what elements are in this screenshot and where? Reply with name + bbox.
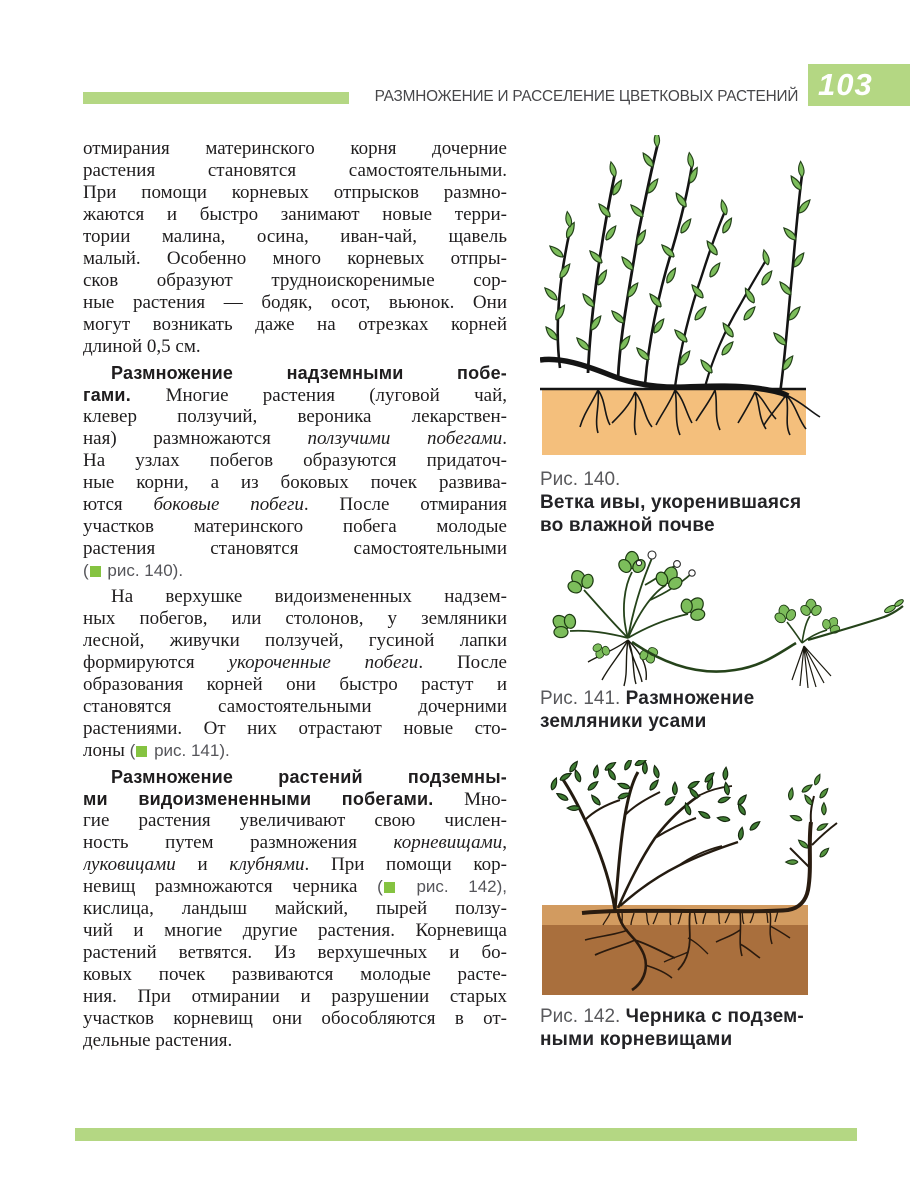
text-run: лесной, живучки ползучей, гусиной лапки: [83, 630, 507, 651]
text-run: образования корней они быстро растут и: [83, 674, 507, 695]
text-line: [83, 876, 507, 898]
text-run: Рис. 141.: [540, 688, 626, 709]
paragraph: [83, 362, 507, 582]
text-line: [83, 1030, 507, 1052]
text-run: . При помощи кор-: [304, 854, 507, 875]
text-line: [83, 160, 507, 182]
text-line: [83, 182, 507, 204]
text-run: во влажной почве: [540, 515, 715, 536]
text-line: [83, 942, 507, 964]
text-run: кислица, ландыш майский, пырей ползу-: [83, 898, 507, 919]
text-run: длиной 0,5 см.: [83, 336, 201, 357]
text-run: ность путем размножения: [83, 832, 394, 853]
text-line: [540, 514, 801, 537]
figure-reference: рис. 140).: [102, 561, 184, 580]
text-line: [540, 491, 801, 514]
text-run: . После: [418, 652, 507, 673]
figure-reference: (: [377, 877, 383, 896]
fig-140-illustration-willow-branch: [540, 135, 905, 457]
text-line: [83, 652, 507, 674]
text-line: [83, 314, 507, 336]
text-run: дельные растения.: [83, 1030, 233, 1051]
text-run: корневищами: [393, 832, 503, 853]
text-line: [540, 1005, 804, 1028]
text-line: [83, 986, 507, 1008]
text-line: [83, 450, 507, 472]
text-line: [83, 898, 507, 920]
text-run: растениями. От них отрастают новые сто-: [83, 718, 507, 739]
text-line: [83, 138, 507, 160]
fig-141-daughter-stems: [787, 616, 827, 643]
figures-column: [540, 135, 908, 1145]
text-line: [83, 718, 507, 740]
footer-green-bar: [75, 1128, 857, 1141]
text-line: [83, 292, 507, 314]
text-run: При помощи корневых отпрысков размно-: [83, 182, 507, 203]
text-run: Ветка ивы, укоренившаяся: [540, 492, 802, 513]
figure-ref-square-icon: [90, 566, 101, 577]
text-run: ные корни, а из боковых почек развива-: [83, 472, 507, 493]
fig-141-illustration-strawberry-runner: [540, 540, 905, 692]
fig-140-shoots: [558, 143, 802, 393]
text-run: растения становятся самостоятельными: [83, 538, 507, 559]
text-line: [83, 674, 507, 696]
fig-140-caption: [540, 468, 801, 537]
text-run: гами.: [83, 385, 166, 405]
text-line: [83, 586, 507, 608]
text-run: укороченные побеги: [228, 652, 419, 673]
text-line: [540, 687, 754, 710]
fig-142-leaves: [549, 760, 762, 840]
text-run: участков материнского побега молодые: [83, 516, 507, 537]
text-line: [540, 1028, 804, 1051]
text-run: малый. Особенно много корневых отпры-: [83, 248, 507, 269]
fig-141-caption: [540, 687, 754, 733]
text-line: [83, 538, 507, 560]
text-run: .: [502, 428, 507, 449]
text-run: чий и многие другие растения. Корневища: [83, 920, 507, 941]
text-run: ковых почек развиваются молодые расте-: [83, 964, 507, 985]
page-number-badge: 103: [808, 64, 910, 106]
text-line: [83, 854, 507, 876]
text-line: [83, 516, 507, 538]
text-run: жаются и быстро занимают новые терри-: [83, 204, 507, 225]
text-line: [83, 494, 507, 516]
text-line: [83, 740, 507, 762]
text-run: Рис. 142.: [540, 1006, 626, 1027]
text-run: растения становятся самостоятельными.: [83, 160, 507, 181]
text-line: [83, 270, 507, 292]
text-run: ми видоизмененными побегами.: [83, 789, 465, 809]
text-run: Размножение: [625, 688, 755, 709]
text-line: [83, 608, 507, 630]
figure-reference: (: [83, 561, 89, 580]
text-run: и: [175, 854, 230, 875]
text-line: [83, 630, 507, 652]
text-run: лоны: [83, 740, 130, 761]
text-run: луковицами: [83, 854, 176, 875]
text-run: Черника с подзем-: [625, 1006, 804, 1027]
text-line: [83, 428, 507, 450]
fig-141-mother-leaves: [544, 552, 713, 667]
text-run: ная) размножаются: [83, 428, 308, 449]
text-line: [83, 920, 507, 942]
figure-reference: рис. 142),: [396, 877, 507, 896]
fig-141-daughter-roots: [792, 646, 831, 688]
text-line: [83, 226, 507, 248]
text-run: участков корневищ они обособляются в от-: [83, 1008, 507, 1029]
text-line: [83, 696, 507, 718]
text-run: Мно-: [464, 789, 507, 810]
text-run: отмирания материнского корня дочерние: [83, 138, 507, 159]
text-line: [83, 472, 507, 494]
figure-ref-square-icon: [384, 882, 395, 893]
text-run: растений ветвятся. Из верхушечных и бо-: [83, 942, 507, 963]
text-line: [83, 362, 507, 384]
text-run: ными корневищами: [540, 1029, 733, 1050]
text-line: [83, 788, 507, 810]
text-run: боковые побеги: [153, 494, 304, 515]
text-line: [83, 336, 507, 358]
text-run: сков образуют трудноискоренимые сор-: [83, 270, 507, 291]
text-line: [83, 406, 507, 428]
text-run: Размножение растений подземны-: [111, 767, 507, 787]
text-run: могут возникать даже на отрезках корней: [83, 314, 507, 335]
text-line: [83, 832, 507, 854]
text-run: Многие растения (луговой чай,: [165, 385, 507, 406]
text-run: ,: [502, 832, 507, 853]
text-line: [83, 766, 507, 788]
text-run: ются: [83, 494, 154, 515]
text-run: ные растения — бодяк, осот, вьюнок. Они: [83, 292, 507, 313]
text-run: ползучими побегами: [307, 428, 503, 449]
running-header: РАЗМНОЖЕНИЕ И РАССЕЛЕНИЕ ЦВЕТКОВЫХ РАСТЕНИЙ: [374, 88, 798, 105]
figure-reference: (: [129, 741, 136, 760]
fig-142-stems: [562, 772, 837, 910]
text-line: [83, 384, 507, 406]
paragraph: [83, 766, 507, 1052]
text-run: ния. При отмирании и разрушении старых: [83, 986, 507, 1007]
text-line: [83, 964, 507, 986]
paragraph: [83, 586, 507, 762]
fig-142-illustration-blueberry-rhizome: [540, 760, 905, 997]
text-run: тории малина, осина, иван-чай, щавель: [83, 226, 507, 247]
paragraph: [83, 138, 507, 358]
text-run: Рис. 140.: [540, 469, 621, 490]
text-run: . После отмирания: [303, 494, 507, 515]
text-run: гие растения увеличивают свою числен-: [83, 810, 507, 831]
body-text-column: [83, 138, 507, 1056]
text-line: [83, 204, 507, 226]
text-line: [540, 710, 754, 733]
figure-reference: рис. 141).: [149, 741, 230, 760]
text-line: [83, 560, 507, 582]
text-run: становятся самостоятельными дочерними: [83, 696, 507, 717]
text-run: клубнями: [229, 854, 305, 875]
text-run: Размножение надземными побе-: [111, 363, 507, 383]
fig-142-caption: [540, 1005, 804, 1051]
text-line: [83, 1008, 507, 1030]
header-green-bar: [83, 92, 349, 104]
text-run: формируются: [83, 652, 229, 673]
text-line: [83, 248, 507, 270]
fig-140-leaves: [544, 135, 813, 375]
text-line: [83, 810, 507, 832]
text-run: ных побегов, или столонов, у земляники: [83, 608, 507, 629]
fig-141-runner: [632, 642, 796, 672]
text-line: [540, 468, 801, 491]
text-run: На верхушке видоизмененных надзем-: [111, 586, 507, 607]
figure-ref-square-icon: [136, 746, 147, 757]
text-run: клевер ползучий, вероника лекарствен-: [83, 406, 507, 427]
text-run: На узлах побегов образуются придаточ-: [83, 450, 507, 471]
text-run: невищ размножаются черника: [83, 876, 378, 897]
text-run: земляники усами: [540, 711, 707, 732]
